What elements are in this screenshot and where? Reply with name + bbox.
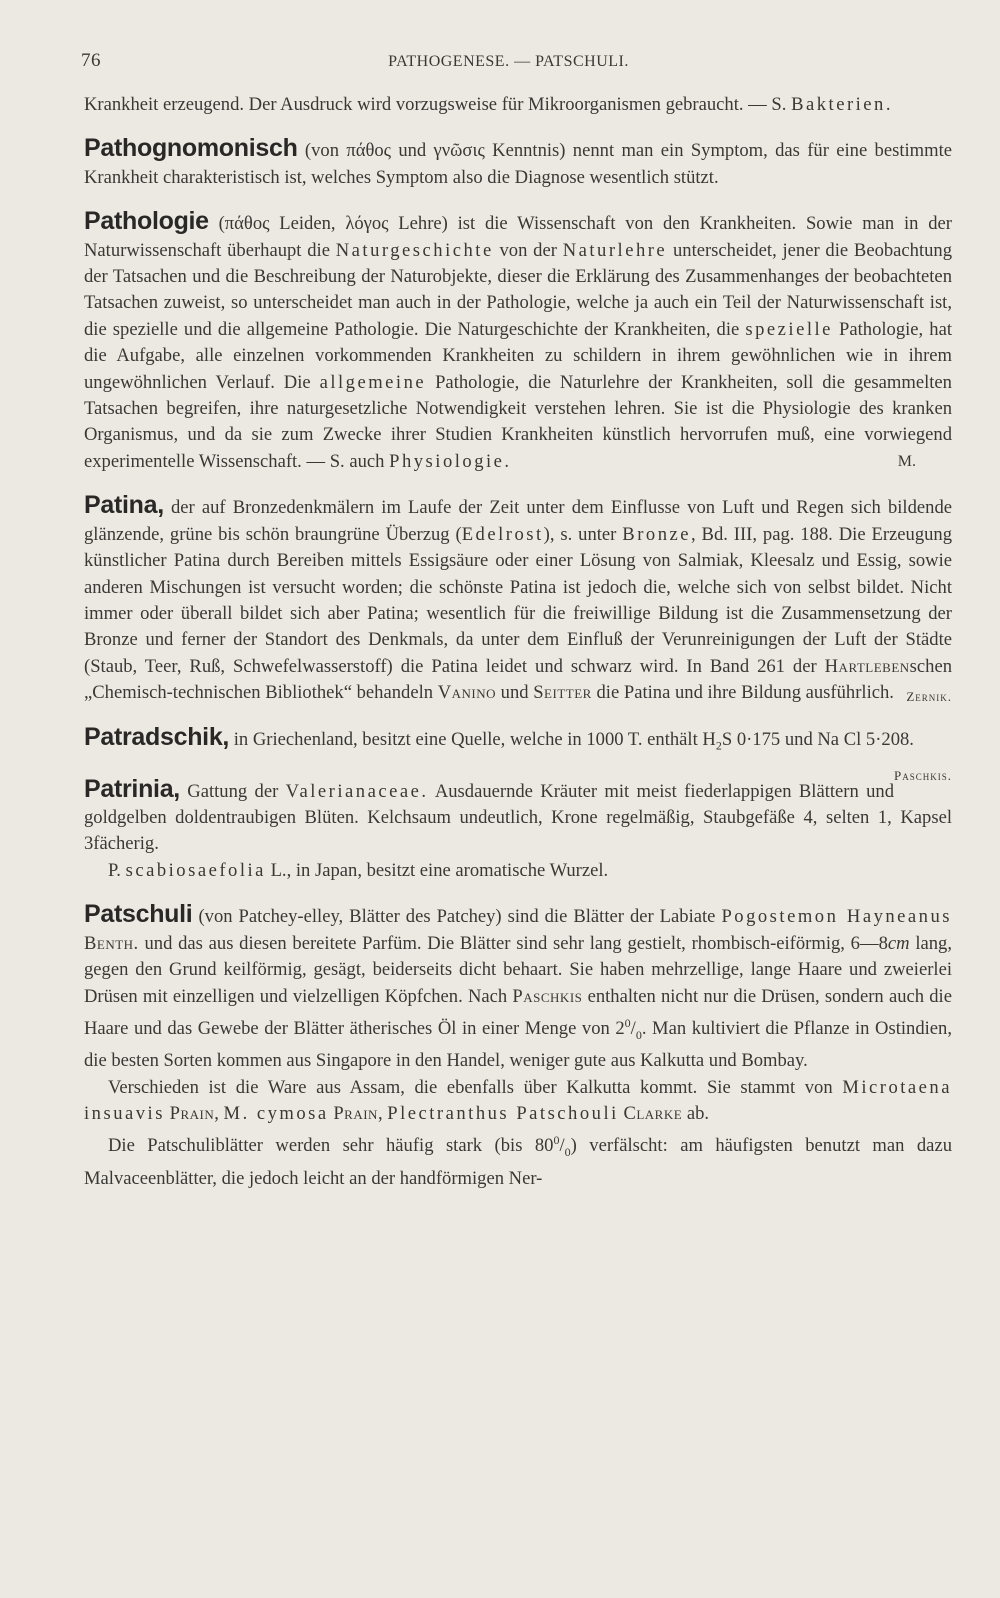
paragraph: Verschieden ist die Ware aus Assam, die ebenfalls über Kalkutta kommt. Sie stammt von Microtaena insuavis Prain, M. cymosa Prain, Plectranthus Patschouli Clarke ab. bbox=[84, 1076, 952, 1125]
emphasis: Valerianaceae. bbox=[285, 780, 429, 802]
cross-reference: Physiologie. bbox=[389, 450, 512, 472]
headword: Patschuli bbox=[84, 900, 193, 929]
emphasis: M. cymosa bbox=[223, 1103, 329, 1125]
paragraph: Die Patschuliblätter werden sehr häufig stark (bis $80^0/_0$) verfälscht: am häufigsten benutzt man dazu Malvaceenblätter, die jedoch leicht an der handförmigen Ner- bbox=[84, 1133, 952, 1189]
headword: Patrinia, bbox=[84, 774, 180, 803]
person-name: Paschkis bbox=[512, 985, 583, 1007]
person-name: Clarke bbox=[623, 1103, 683, 1125]
person-name: Vanino bbox=[437, 682, 497, 704]
entry-pathologie: Pathologie (πάθος Leiden, λόγος Lehre) ist die Wissenschaft von den Krankheiten. Sowie man in der Naturwissenschaft überhaupt die Naturgeschichte von der Naturlehre unterscheidet, jener die Beobachtung der Tatsachen und die Beschreibung der Naturobjekte, dieser die Erklärung des Zusammenhanges der beobachteten Tatsachen zuweist, so unterscheidet man auch in der Pathologie, welche ja auch ein Teil der Naturwissenschaft ist, die spezielle und die allgemeine Pathologie. Die Naturgeschichte der Krankheiten, die spezielle Pathologie, hat die Aufgabe, alle einzelnen vorkommenden Krankheiten zu schildern in ihrem gewöhnlichen wie in ihrem ungewöhnlichen Verlauf. Die allgemeine Pathologie, die Naturlehre der Krankheiten, soll die gesammelten Tatsachen begreifen, ihre naturgesetzliche Notwendigkeit verstehen lehren. Sie ist die Physiologie des kranken Organismus, und da sie zum Zwecke ihrer Studien Krankheiten künstlich hervorrufen muß, eine vorwiegend experimentelle Wissenschaft. — S. auch Physiologie. M. bbox=[84, 208, 952, 475]
paragraph: Patrinia, Gattung der Valerianaceae. Ausdauernde Kräuter mit meist fiederlappigen Blättern und goldgelben doldentraubigen Blüten. Kelchsaum undeutlich, Krone regelmäßig, Staubgefäße 4, selten 1, Kapsel 3fächerig. bbox=[84, 774, 952, 855]
person-name: Prain bbox=[333, 1103, 378, 1125]
paragraph: Patschuli (von Patchey-elley, Blätter des Patchey) sind die Blätter der Labiate Pogostemon Hayneanus Benth. und das aus diesen bereitete Parfüm. Die Blätter sind sehr lang gestielt, rhombisch-eiförmig, 6—8cm lang, gegen den Grund keilförmig, gesägt, beiderseits dicht behaart. Sie haben mehrzellige, lange Haare und zweierlei Drüsen mit einzelligen und vielzelligen Köpfchen. Nach Paschkis enthalten nicht nur die Drüsen, sondern auch die Haare und das Gewebe der Blätter ätherisches Öl in einer Menge von $2^0/_0$. Man kultiviert die Pflanze in Ostindien, die besten Sorten kommen aus Singapore in den Handel, weniger gute aus Kalkutta und Bombay. bbox=[84, 900, 953, 1072]
page-number: 76 bbox=[81, 50, 101, 71]
person-name: Benth. bbox=[84, 932, 139, 954]
emphasis: spezielle bbox=[745, 318, 833, 340]
entry-patina: Patina, der auf Bronzedenkmälern im Laufe der Zeit unter dem Einflusse von Luft und Regen sich bildende glänzende, grüne bis schön braungrüne Überzug (Edelrost), s. unter Bronze, Bd. III, pag. 188. Die Erzeugung künstlicher Patina durch Bereiben mittels Essigsäure oder einer Lösung von Salmiak, Kleesalz und Essig, sowie anderen Mischungen ist versucht worden; die schönste Patina ist jedoch die, welche sich von selbst bildet. Nicht immer oder überall bildet sich aber Patina; wesentlich für die freiwillige Bildung ist die Zusammensetzung der Bronze und ferner der Standort des Denkmals, da unter dem Einfluß der Verunreinigungen der Luft der Städte (Staub, Teer, Ruß, Schwefelwasserstoff) die Patina leidet und schwarz wird. In Band 261 der Hartlebenschen „Chemisch-technischen Bibliothek“ behandeln Vanino und Seitter die Patina und ihre Bildung ausführlich. Zernik. bbox=[84, 492, 952, 706]
percent-sub: 0 bbox=[635, 1027, 642, 1042]
cross-reference: Bakterien. bbox=[791, 94, 894, 115]
running-title: PATHOGENESE. — PATSCHULI. bbox=[388, 53, 629, 70]
subscript: 2 bbox=[715, 738, 722, 753]
person-name: Hartleben bbox=[824, 655, 910, 677]
emphasis: Pogostemon Hayneanus bbox=[721, 906, 953, 928]
author-signature: Zernik. bbox=[906, 689, 952, 705]
continuation-paragraph: Krankheit erzeugend. Der Ausdruck wird vorzugsweise für Mikroorganismen gebraucht. — S. Bakterien. bbox=[84, 94, 894, 115]
person-name: Prain bbox=[169, 1103, 215, 1125]
entry-pathognomonisch: Pathognomonisch (von πάθος und γνῶσις Kenntnis) nennt man ein Symptom, das für eine bestimmte Krankheit charakteristisch ist, welches Symptom also die Diagnose wesentlich stützt. bbox=[84, 134, 953, 188]
paragraph: P. scabiosaefolia L., in Japan, besitzt eine aromatische Wurzel. bbox=[108, 859, 609, 881]
headword: Pathologie bbox=[84, 207, 209, 236]
emphasis: Plectranthus Patschouli bbox=[387, 1103, 619, 1125]
cross-reference: Bronze bbox=[622, 523, 691, 545]
unit: cm bbox=[887, 932, 910, 954]
percent-sub: 0 bbox=[564, 1145, 571, 1160]
page-header bbox=[81, 50, 936, 76]
author-signature: Paschkis. bbox=[894, 767, 952, 783]
author-signature: M. bbox=[897, 452, 916, 470]
headword: Patina, bbox=[84, 491, 164, 520]
person-name: Seitter bbox=[533, 682, 592, 704]
emphasis: Edelrost bbox=[461, 523, 544, 545]
entry-patschuli bbox=[84, 901, 952, 1192]
entry-patrinia bbox=[84, 776, 952, 885]
headword: Patradschik, bbox=[84, 722, 230, 751]
emphasis: Naturgeschichte bbox=[335, 239, 494, 261]
page-body bbox=[84, 92, 952, 1192]
emphasis: allgemeine bbox=[319, 371, 427, 393]
headword: Pathognomonisch bbox=[84, 134, 298, 163]
emphasis: Microtaena insuavis bbox=[84, 1076, 952, 1125]
emphasis: Naturlehre bbox=[562, 239, 668, 261]
emphasis: scabiosaefolia bbox=[125, 859, 266, 881]
entry-patradschik: Patradschik, in Griechenland, besitzt eine Quelle, welche in 1000 T. enthält $H_2S$ 0·175 und Na Cl 5·208. Paschkis. bbox=[84, 724, 952, 759]
